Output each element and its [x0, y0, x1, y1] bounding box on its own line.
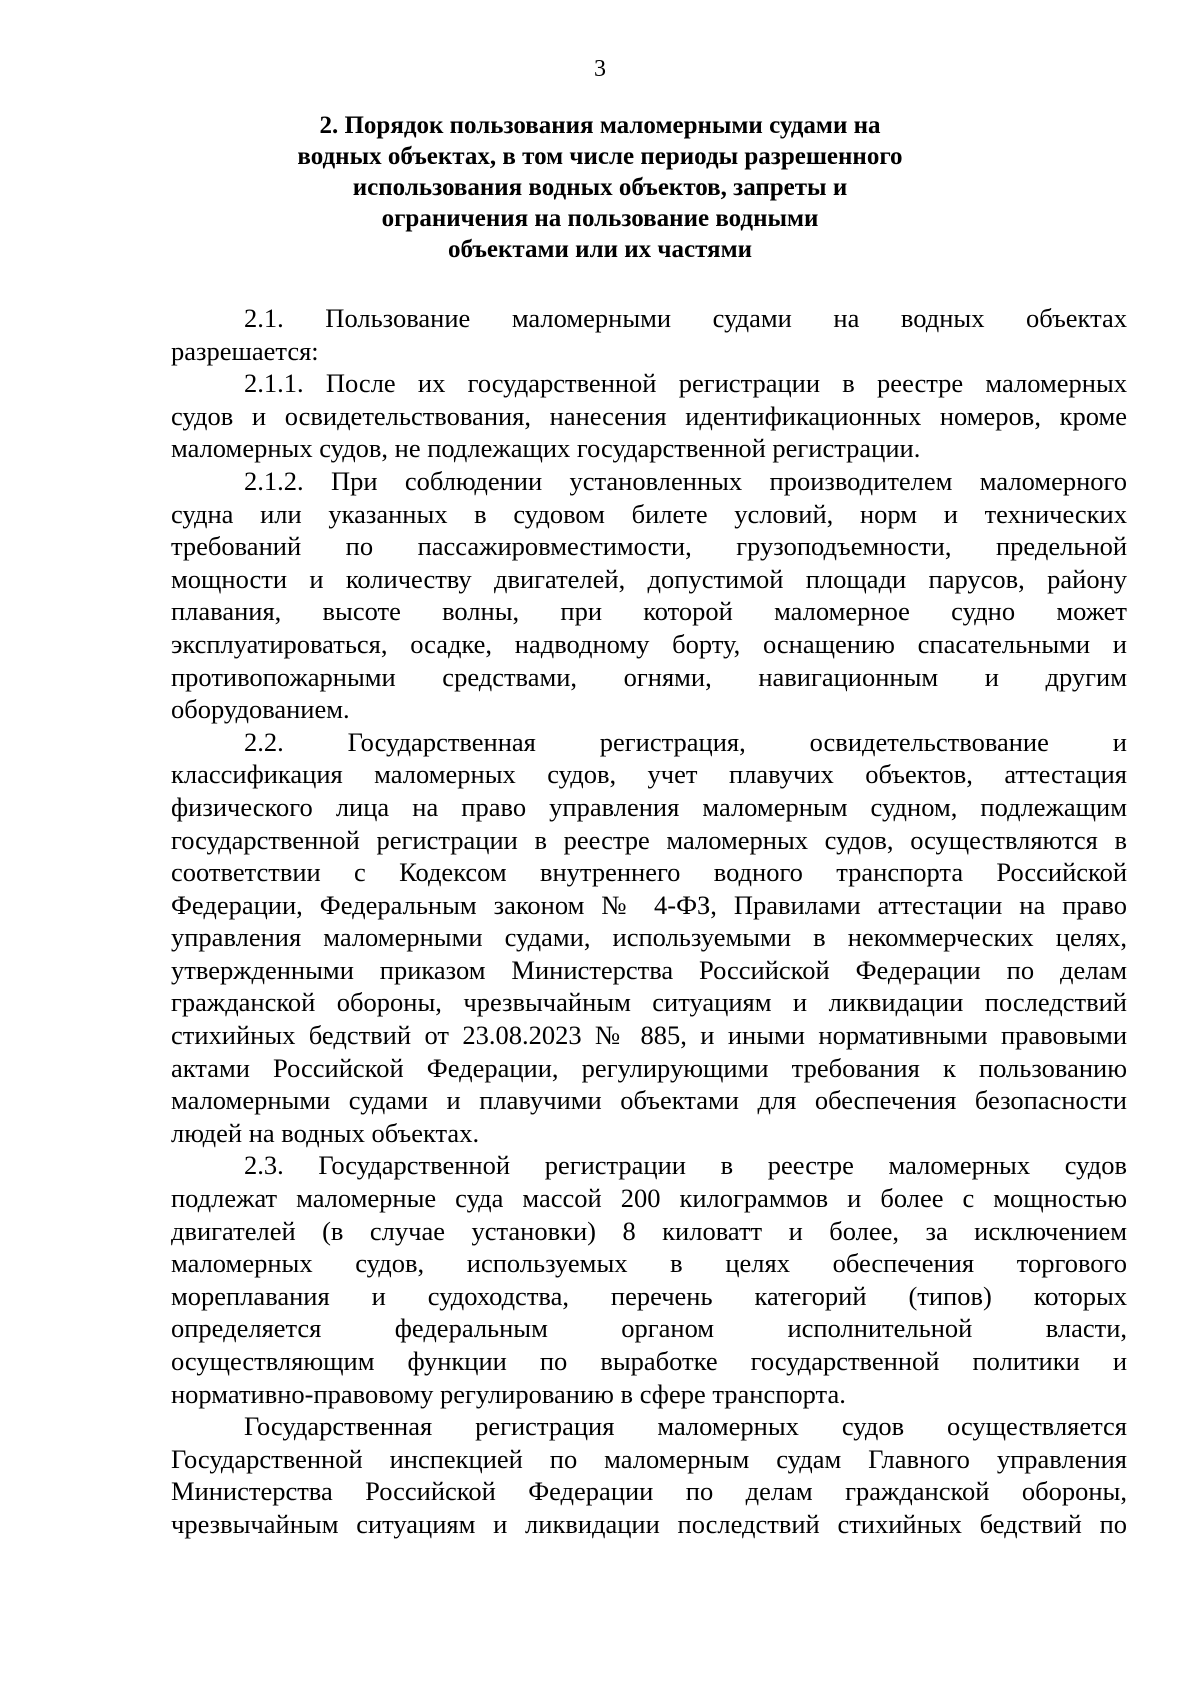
paragraph-line: подлежат маломерные суда массой 200 килограммов и более с мощностью	[171, 1183, 1127, 1214]
heading-line: использования водных объектов, запреты и	[352, 174, 848, 201]
paragraph-line: гражданской обороны, чрезвычайным ситуациям и ликвидации последствий	[171, 987, 1127, 1018]
paragraph-line: Государственная регистрация маломерных судов осуществляется	[244, 1411, 1127, 1442]
paragraph-line: Министерства Российской Федерации по делам гражданской обороны,	[171, 1476, 1127, 1507]
paragraph-line: определяется федеральным органом исполнительной власти,	[171, 1313, 1127, 1344]
paragraph-line: противопожарными средствами, огнями, навигационным и другим	[171, 661, 1127, 692]
page-number: 3	[594, 56, 606, 82]
paragraph-line: 2.1.1. После их государственной регистрации в реестре маломерных	[244, 368, 1127, 399]
paragraph-line: эксплуатироваться, осадке, надводному борту, оснащению спасательными и	[171, 628, 1127, 659]
paragraph-line: физического лица на право управления маломерным судном, подлежащим	[171, 791, 1127, 822]
document-body	[171, 302, 1127, 1541]
paragraph-line: утвержденными приказом Министерства Российской Федерации по делам	[171, 954, 1127, 985]
paragraph-line: маломерных судов, используемых в целях обеспечения торгового	[171, 1248, 1127, 1279]
paragraph-line: маломерными судами и плавучими объектами для обеспечения безопасности	[171, 1085, 1127, 1116]
paragraph	[171, 1149, 1127, 1410]
paragraph-line: оборудованием.	[171, 694, 350, 725]
heading-line: 2. Порядок пользования маломерными судами на	[319, 112, 881, 139]
paragraph-line: маломерных судов, не подлежащих государственной регистрации.	[171, 433, 921, 464]
paragraph-line: двигателей (в случае установки) 8 киловатт и более, за исключением	[171, 1215, 1127, 1246]
paragraph-line: управления маломерными судами, используемыми в некоммерческих целях,	[171, 922, 1127, 953]
section-heading	[200, 110, 1000, 265]
paragraph-line: требований по пассажировместимости, грузоподъемности, предельной	[171, 531, 1127, 562]
paragraph-line: Федерации, Федеральным законом № 4-ФЗ, Правилами аттестации на право	[171, 889, 1127, 920]
paragraph	[171, 465, 1127, 726]
paragraph-line: 2.1.2. При соблюдении установленных производителем маломерного	[244, 465, 1127, 496]
paragraph-line: разрешается:	[171, 335, 319, 366]
heading-line: водных объектах, в том числе периоды разрешенного	[297, 143, 903, 170]
paragraph	[171, 726, 1127, 1150]
paragraph-line: 2.3. Государственной регистрации в реестре маломерных судов	[244, 1150, 1127, 1181]
paragraph-line: государственной регистрации в реестре маломерных судов, осуществляются в	[171, 824, 1127, 855]
paragraph-line: нормативно-правовому регулированию в сфере транспорта.	[171, 1378, 846, 1409]
paragraph-line: мореплавания и судоходства, перечень категорий (типов) которых	[171, 1280, 1127, 1311]
paragraph-line: плавания, высоте волны, при которой маломерное судно может	[171, 596, 1127, 627]
paragraph-line: судов и освидетельствования, нанесения идентификационных номеров, кроме	[171, 400, 1127, 431]
paragraph-line: Государственной инспекцией по маломерным судам Главного управления	[171, 1443, 1127, 1474]
paragraph-line: соответствии с Кодексом внутреннего водного транспорта Российской	[171, 857, 1127, 888]
paragraph-line: актами Российской Федерации, регулирующими требования к пользованию	[171, 1052, 1127, 1083]
paragraph-line: 2.2. Государственная регистрация, освидетельствование и	[244, 726, 1127, 757]
paragraph-line: стихийных бедствий от 23.08.2023 № 885, и иными нормативными правовыми	[171, 1020, 1127, 1051]
paragraph-line: чрезвычайным ситуациям и ликвидации последствий стихийных бедствий по	[171, 1508, 1127, 1539]
paragraph-line: мощности и количеству двигателей, допустимой площади парусов, району	[171, 563, 1127, 594]
paragraph-line: людей на водных объектах.	[171, 1117, 480, 1148]
paragraph	[171, 302, 1127, 367]
paragraph-line: судна или указанных в судовом билете условий, норм и технических	[171, 498, 1127, 529]
paragraph-line: осуществляющим функции по выработке государственной политики и	[171, 1346, 1127, 1376]
paragraph-line: классификация маломерных судов, учет плавучих объектов, аттестация	[171, 759, 1127, 790]
paragraph-line: 2.1. Пользование маломерными судами на водных объектах	[244, 303, 1127, 333]
paragraph	[171, 367, 1127, 465]
heading-line: ограничения на пользование водными	[381, 205, 819, 232]
heading-line: объектами или их частями	[447, 236, 753, 263]
paragraph	[171, 1410, 1127, 1540]
